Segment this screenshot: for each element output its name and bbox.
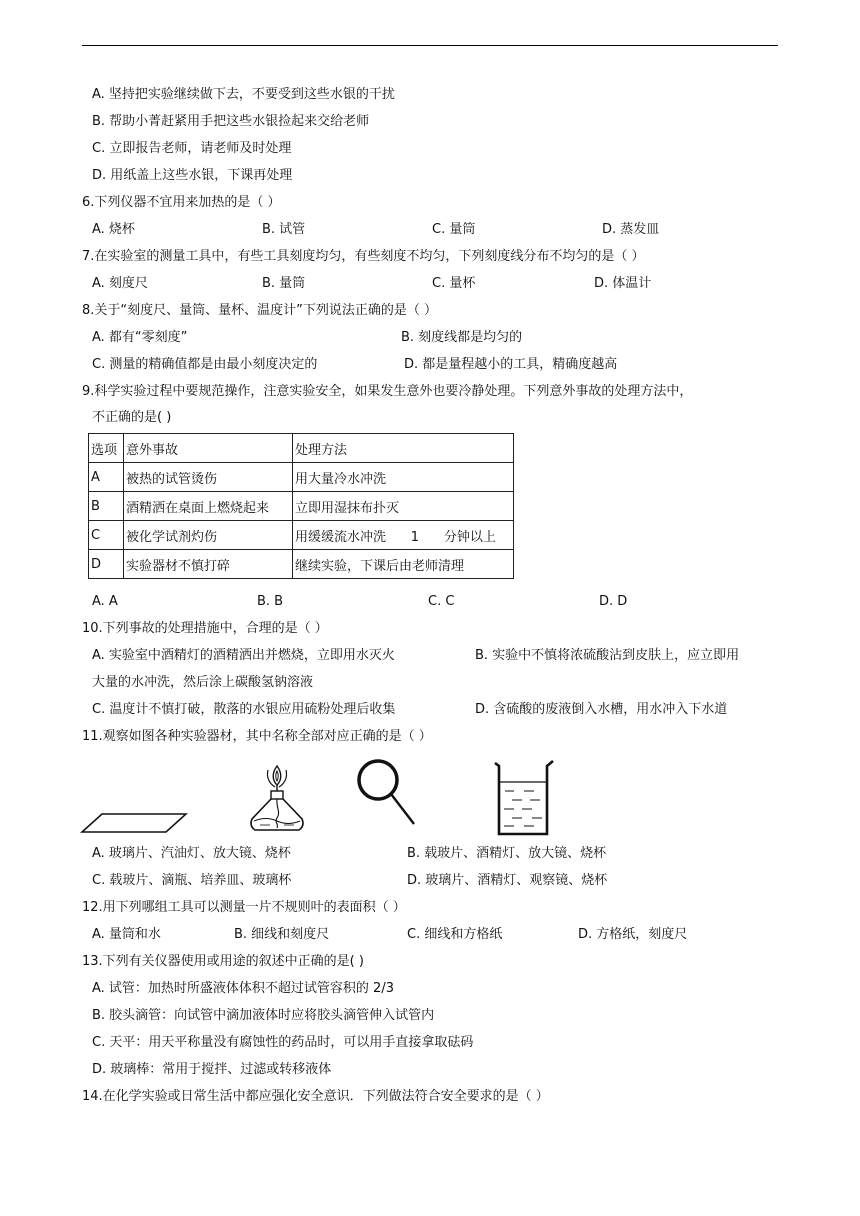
q11-option-c: C. 载玻片、滴瓶、培养皿、玻璃杯 (92, 873, 292, 888)
q12-option-b: B. 细线和刻度尺 (234, 927, 330, 942)
table-header-cell: 选项 (89, 434, 124, 463)
q6-option-d: D. 蒸发皿 (602, 222, 660, 237)
q5-option-a: A. 坚持把实验继续做下去，不要受到这些水银的干扰 (92, 87, 395, 102)
q10-option-b-line2: 大量的水冲洗，然后涂上碳酸氢钠溶液 (92, 675, 314, 690)
q11-option-d: D. 玻璃片、酒精灯、观察镜、烧杯 (407, 873, 608, 888)
q14-stem: 14.在化学实验或日常生活中都应强化安全意识．下列做法符合安全要求的是（ ） (82, 1089, 549, 1104)
table-cell: D (89, 550, 124, 579)
q5-option-c: C. 立即报告老师，请老师及时处理 (92, 141, 292, 156)
table-header-cell: 意外事故 (124, 434, 293, 463)
q10-option-b-line1: B. 实验中不慎将浓硫酸沾到皮肤上，应立即用 (475, 648, 740, 663)
table-cell: 被热的试管烫伤 (124, 463, 293, 492)
q7-option-a: A. 刻度尺 (92, 276, 148, 291)
table-cell: B (89, 492, 124, 521)
q11-stem: 11.观察如图各种实验器材，其中名称全部对应正确的是（ ） (82, 729, 432, 744)
q10-stem: 10.下列事故的处理措施中，合理的是（ ） (82, 621, 328, 636)
q13-option-c: C. 天平：用天平称量没有腐蚀性的药品时，可以用手直接拿取砝码 (92, 1035, 474, 1050)
table-row (89, 492, 514, 521)
table-cell: C (89, 521, 124, 550)
table-header-cell: 处理方法 (293, 434, 514, 463)
q6-option-c: C. 量筒 (432, 222, 476, 237)
q7-stem: 7.在实验室的测量工具中，有些工具刻度均匀，有些刻度不均匀，下列刻度线分布不均匀的是（ ） (82, 249, 645, 264)
q10-option-d: D. 含硫酸的废液倒入水槽，用水冲入下水道 (475, 702, 728, 717)
q8-option-a: A. 都有“零刻度” (92, 330, 188, 345)
q7-option-c: C. 量杯 (432, 276, 476, 291)
q11-option-b: B. 载玻片、酒精灯、放大镜、烧杯 (407, 846, 607, 861)
table-cell: 实验器材不慎打碎 (124, 550, 293, 579)
q8-option-b: B. 刻度线都是均匀的 (401, 330, 523, 345)
q6-option-a: A. 烧杯 (92, 222, 135, 237)
table-cell: 酒精洒在桌面上燃烧起来 (124, 492, 293, 521)
q6-option-b: B. 试管 (262, 222, 306, 237)
magnifier-icon (356, 758, 418, 828)
q8-option-d: D. 都是量程越小的工具，精确度越高 (404, 357, 618, 372)
alcohol-lamp-icon (246, 764, 308, 836)
table-row (89, 550, 514, 579)
q13-option-b: B. 胶头滴管：向试管中滴加液体时应将胶头滴管伸入试管内 (92, 1008, 435, 1023)
table-cell: 用大量冷水冲洗 (293, 463, 514, 492)
beaker-icon (490, 758, 558, 838)
q7-option-d: D. 体温计 (594, 276, 652, 291)
q9-stem-line1: 9.科学实验过程中要规范操作，注意实验安全，如果发生意外也要冷静处理。下列意外事故的处理方法中， (82, 384, 693, 399)
header-rule (82, 45, 778, 46)
table-cell: 立即用湿抹布扑灭 (293, 492, 514, 521)
q13-stem: 13.下列有关仪器使用或用途的叙述中正确的是( ) (82, 954, 364, 969)
q9-option-b: B. B (257, 594, 284, 609)
table-cell: 被化学试剂灼伤 (124, 521, 293, 550)
q12-stem: 12.用下列哪组工具可以测量一片不规则叶的表面积（ ） (82, 900, 406, 915)
q5-option-b: B. 帮助小菁赶紧用手把这些水银捡起来交给老师 (92, 114, 370, 129)
q11-option-a: A. 玻璃片、汽油灯、放大镜、烧杯 (92, 846, 291, 861)
table-cell: 用缓缓流水冲洗 1 分钟以上 (293, 521, 514, 550)
q13-option-d: D. 玻璃棒：常用于搅拌、过滤或转移液体 (92, 1062, 332, 1077)
q9-accident-table (88, 433, 514, 579)
q12-option-c: C. 细线和方格纸 (407, 927, 503, 942)
q6-stem: 6.下列仪器不宜用来加热的是（ ） (82, 195, 281, 210)
table-cell: A (89, 463, 124, 492)
q10-option-a: A. 实验室中酒精灯的酒精洒出并燃烧，立即用水灭火 (92, 648, 395, 663)
q8-stem: 8.关于“刻度尺、量筒、量杯、温度计”下列说法正确的是（ ） (82, 303, 438, 318)
q13-option-a: A. 试管：加热时所盛液体体积不超过试管容积的 2/3 (92, 981, 394, 996)
q9-option-a: A. A (92, 594, 118, 609)
table-row (89, 463, 514, 492)
q10-option-c: C. 温度计不慎打破，散落的水银应用硫粉处理后收集 (92, 702, 396, 717)
q12-option-d: D. 方格纸，刻度尺 (578, 927, 688, 942)
q9-stem-line2: 不正确的是( ) (92, 410, 172, 425)
q8-option-c: C. 测量的精确值都是由最小刻度决定的 (92, 357, 318, 372)
table-header-row (89, 434, 514, 463)
q7-option-b: B. 量筒 (262, 276, 306, 291)
q12-option-a: A. 量筒和水 (92, 927, 161, 942)
q9-option-c: C. C (428, 594, 455, 609)
q5-option-d: D. 用纸盖上这些水银，下课再处理 (92, 168, 293, 183)
table-row (89, 521, 514, 550)
table-cell: 继续实验，下课后由老师清理 (293, 550, 514, 579)
q9-option-d: D. D (599, 594, 628, 609)
glass-slide-icon (80, 812, 188, 834)
